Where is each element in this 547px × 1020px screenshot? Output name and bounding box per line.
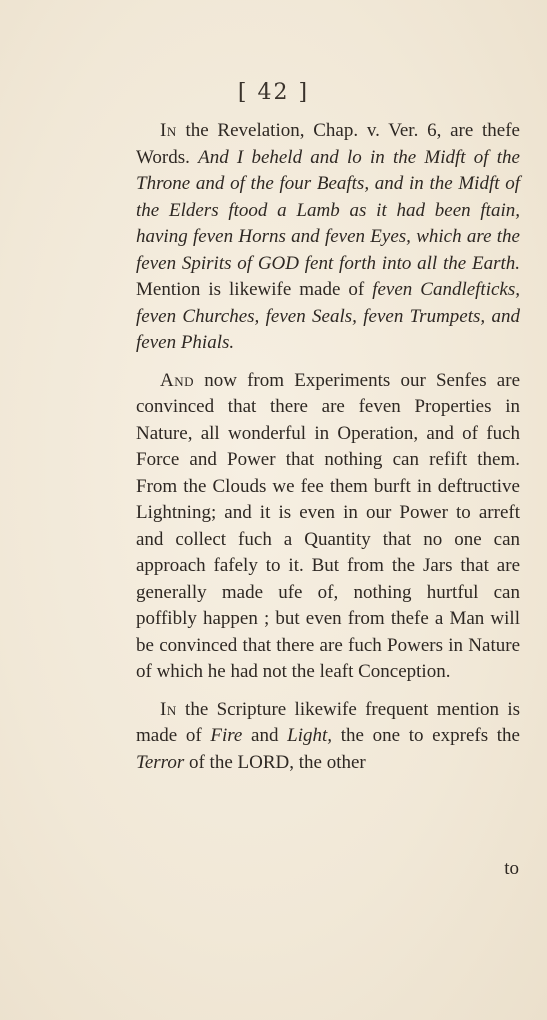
text-segment: of the LORD, the other <box>184 751 366 773</box>
body-text <box>136 118 520 787</box>
paragraph-2 <box>136 368 520 686</box>
text-segment: and <box>242 725 288 746</box>
text-segment: In <box>160 698 177 720</box>
text-segment: Mention is likewife made of <box>136 279 373 300</box>
catchword: to <box>504 858 519 879</box>
text-segment: Fire <box>210 725 243 746</box>
text-segment: And <box>160 369 194 391</box>
text-segment: feven Candlefticks, feven Churches, feven Seals, feven Trumpets, and feven Phials. <box>136 279 520 353</box>
paragraph-3 <box>136 697 520 777</box>
text-segment: Light, <box>287 725 333 746</box>
text-segment: the Revelation, Chap. v. Ver. 6, are thefe Words. <box>136 120 520 168</box>
text-segment: now from Experiments our Senfes are convinced that there are feven Properties in Nature, all wonderful in Operation, and of fuch Force and Power that nothing can refift them. From the Clouds we fee them burft in deftructive Lightning; and it is even in our Power to arreft and collect fuch a Quantity that no one can approach fafely to it. But from the Jars that are generally made ufe of, nothing hurtful can poffibly happen ; but even from thefe a Man will be convinced that there are fuch Powers in Nature of which he had not the leaft Conception. <box>136 369 520 682</box>
text-segment: In <box>160 120 177 141</box>
text-segment: the Scripture likewife frequent mention is made of <box>136 698 520 746</box>
text-segment: the one to exprefs the <box>332 725 520 746</box>
text-segment: And I beheld and lo in the Midft of the Throne and of the four Beafts, and in the Midft of the Elders ftood a Lamb as it had been ftain, having feven Horns and feven Eyes, which are the feven Spirits of GOD fent forth into all the Earth. <box>136 146 520 274</box>
text-segment: Terror <box>136 751 185 773</box>
paragraph-1 <box>136 118 520 357</box>
page-number: [ 42 ] <box>237 80 310 105</box>
